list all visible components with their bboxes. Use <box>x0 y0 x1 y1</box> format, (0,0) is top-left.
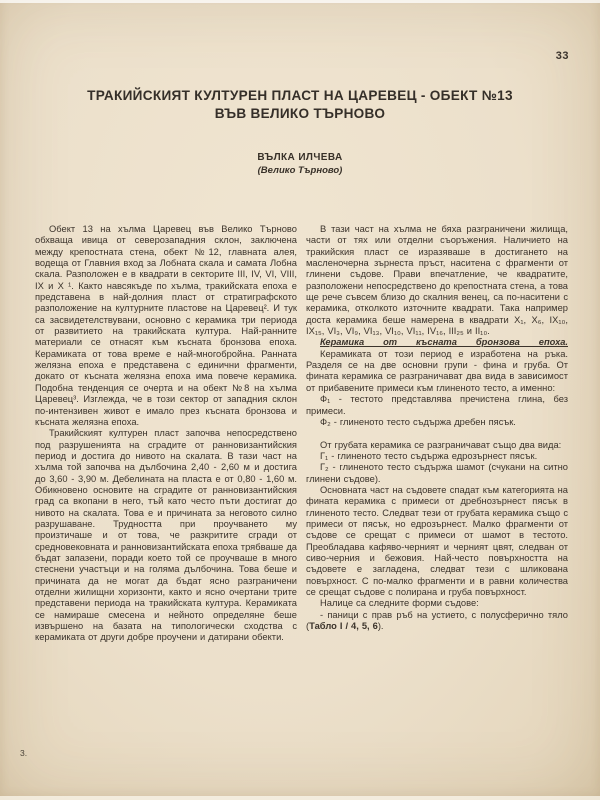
vessel-form-text-end: ). <box>377 621 384 632</box>
vessel-form-item <box>306 610 568 633</box>
author-name: ВЪЛКА ИЛЧЕВА <box>257 152 343 163</box>
paragraph: От грубата керамика се разграничават също два вида: <box>320 439 562 450</box>
vessel-form-text: - паници с прав ръб на устието, с полусферично тяло ( <box>306 609 568 632</box>
author-block <box>0 152 600 176</box>
paragraph: Обект 13 на хълма Царевец във Велико Търново обхваща ивица от северозападния склон, заключена между крепостната стена, обект №12, главната алея, водеща от Главния вход за Лобната скала и самата Лобна скала. Разположен е в квадрати в секторите III, IV, VI, VIII, IX и X ¹. Както навсякъде по хълма, тракийската епоха е представена в най-долния пласт от стратиграфското разположение на културните пластове на Царевец². И тук са засвидетелствувани, основно с керамика три периода от развитието на тракийската култура. Най-ранните материали се отнасят към късната бронзова епоха. Керамиката от това време е най-многобройна. Ранната желязна епоха е представена с единични фрагменти, докато от късната желязна епоха има повече керамика. Подобна тенденция се очерта и на обект №8 на хълма Царевец³. Изглежда, че в този сектор от западния склон по-интензивен живот е имало през късната бронзова и късната желязна епоха. <box>35 224 297 427</box>
article-title-line2: ВЪВ ВЕЛИКО ТЪРНОВО <box>214 105 386 121</box>
paragraph: Основната част на съдовете спадат към категорията на фината керамика с примеси от дребнозърнест пясък в глиненото тесто. Следват тези от грубата керамика също с примеси от пясък, но едрозърнест. Малко фрагменти от съдове се срещат с примеси от шамот в тестото. Преобладава кафяво-черният и черният цвят, следван от сиво-черния и бежовия. Най-често повърхността на съдовете е загладена, следват тези с шликована повърхност. С по-малко фрагменти и в равни количества се срещат съдове с полирана и груба повърхност. <box>306 484 568 597</box>
paragraph: Керамиката от този период е изработена на ръка. Разделя се на две основни групи - фина и груба. От фината керамика се разграничават два вида в зависимост от прибавените примеси към глиненото тесто, а именно: <box>306 348 568 393</box>
paragraph: В тази част на хълма не бяха разграничени жилища, части от тях или отделни съоръжения. Наличието на тракийския пласт се изразяваше в достигането на масленочерна зърнеста пръст, наситена с фрагменти от глинени съдове. Прави впечатление, че квадратите, разположени непосредствено до крепостната стена, а това ще рече съвсем близо до скалния венец, са по-наситени с керамика, отколкото източните квадрати. Така например доста керамика беше намерена в квадрати X₁, X₆, IX₁₀, IX₁₅, VI₃, VI₉, VI₁₃, VI₁₀, VI₁₁, IV₁₆, III₂₅ и II₁₀. <box>306 224 568 337</box>
clay-type-item-g1: Г₁ - глиненото тесто съдържа едрозърнест пясък. <box>320 450 538 461</box>
article-body <box>35 224 568 760</box>
clay-type-item-f1: Ф₁ - тестото представлява пречистена глина, без примеси. <box>306 394 568 416</box>
clay-type-item-f2: Ф₂ - глиненото тесто съдържа дребен пясък. <box>320 416 516 427</box>
right-column <box>306 224 568 760</box>
section-heading-late-bronze-age-ceramics: Керамика от късната бронзова епоха. <box>320 337 568 348</box>
author-location: (Велико Търново) <box>257 165 343 176</box>
paragraph: Тракийският културен пласт започва непосредствено под разрушенията на сградите от ранновизантийския период и достига до нивото на скалата. В тази част на хълма той започва на дълбочина 2,40 - 2,60 м и достига до 3,60 - 3,90 м. Дебелината на пласта е от 0,80 - 1,60 м. Обикновено основите на сградите от ранновизантийския град са вкопани в него, тъй като често пъти достигат до нивото на скалата. Това е и причината за неговото силно разрушаване. Трудността при проучването му произтичаше и от това, че разкритите сгради от средновековната и ранновизантийската епоха трябваше да бъдат запазени, поради което той се проучваше в много стеснени участъци и на голяма дълбочина. Това беше и причината да не могат да бъдат ясно разграничени отделни жилищни хоризонти, както и ясно очертани трите представени периода на тракийската култура. Керамиката се намираше смесена и нейното определяне беше извършено на базата на типологически сходства с керамиката от други добре проучени и датирани обекти. <box>35 428 297 643</box>
article-title-line1: ТРАКИЙСКИЯТ КУЛТУРЕН ПЛАСТ НА ЦАРЕВЕЦ - ОБЕКТ №13 <box>87 88 513 103</box>
print-signature-mark: 3. <box>20 748 28 758</box>
clay-type-item-g2: Г₂ - глиненото тесто съдържа шамот (счукани на ситно глинени съдове). <box>306 462 568 484</box>
page-number: 33 <box>555 50 569 62</box>
paragraph: Налице са следните форми съдове: <box>320 598 479 609</box>
blank-line <box>306 428 568 439</box>
left-column <box>35 224 297 760</box>
article-title <box>30 87 570 122</box>
table-reference: Табло I / 4, 5, 6 <box>309 621 378 632</box>
